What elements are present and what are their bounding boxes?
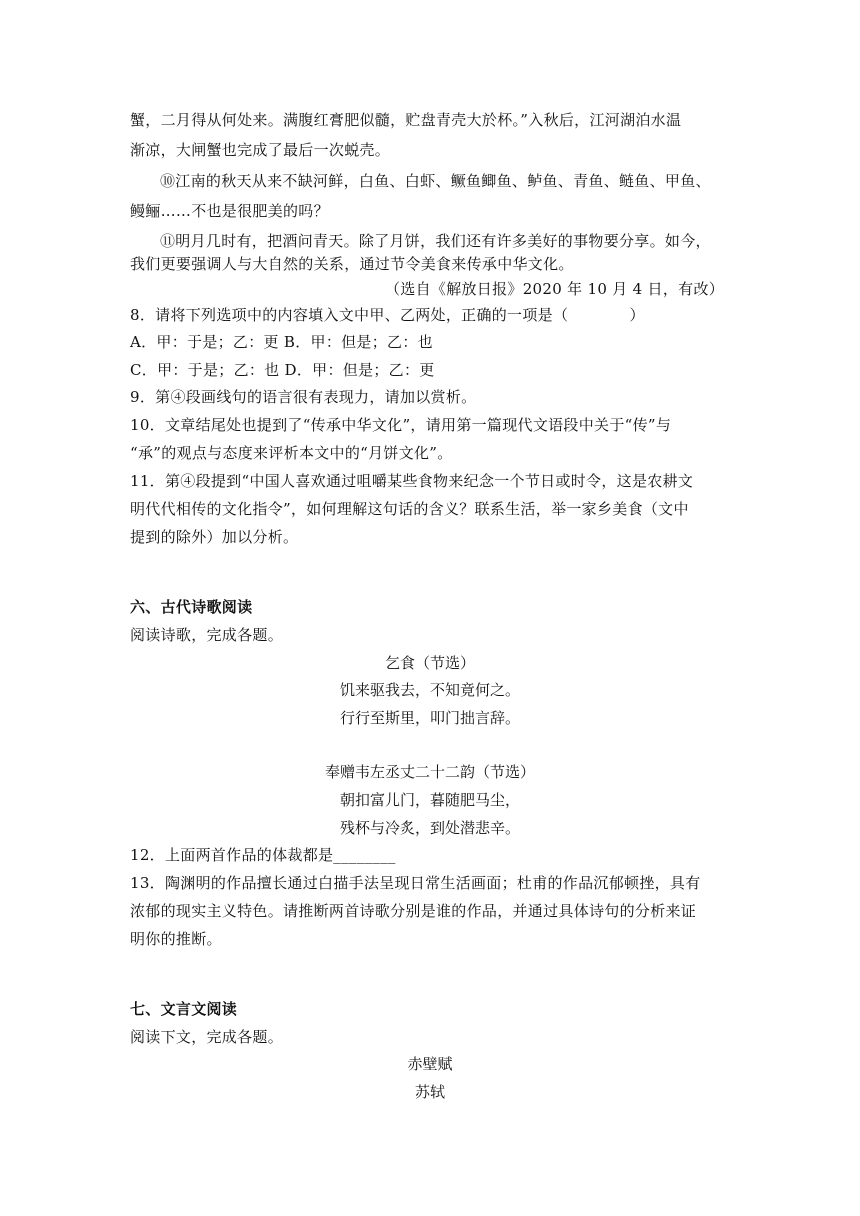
passage-p10-line2: 鳗鲡……不也是很肥美的吗？ [130, 202, 329, 220]
question-11-line3: 提到的除外）加以分析。 [130, 528, 299, 546]
question-10-line2: “承”的观点与态度来评析本文中的“月饼文化”。 [130, 444, 453, 462]
poem2-line1: 朝扣富儿门，暮随肥马尘， [339, 791, 520, 809]
question-13-line1: 13．陶渊明的作品擅长通过白描手法呈现日常生活画面；杜甫的作品沉郁顿挫，具有 [130, 874, 701, 892]
passage-p9-line1: 蟹，二月得从何处来。满腹红膏肥似髓，贮盘青壳大於杯。”入秋后，江河湖泊水温 [130, 111, 682, 129]
poem2-title: 奉赠韦左丞丈二十二韵（节选） [324, 763, 535, 781]
question-12: 12．上面两首作品的体裁都是________ [130, 846, 396, 864]
poem1-line2: 行行至斯里，叩门拙言辞。 [339, 709, 520, 727]
question-9: 9．第④段画线句的语言很有表现力，请加以赏析。 [130, 388, 477, 406]
question-11-line1: 11．第④段提到“中国人喜欢通过咀嚼某些食物来纪念一个节日或时令，这是农耕文 [130, 472, 694, 490]
section6-intro: 阅读诗歌，完成各题。 [130, 626, 284, 644]
section6-heading: 六、古代诗歌阅读 [130, 598, 253, 616]
passage-p11-line1: ⑪明月几时有，把酒问青天。除了月饼，我们还有许多美好的事物要分享。如今， [160, 232, 711, 250]
question-13-line3: 明你的推断。 [130, 930, 222, 948]
question-10-line1: 10．文章结尾处也提到了“传承中华文化”，请用第一篇现代文语段中关于“传”与 [130, 416, 672, 434]
section7-intro: 阅读下文，完成各题。 [130, 1028, 284, 1046]
poem2-line2: 残杯与冷炙，到处潜悲辛。 [339, 819, 520, 837]
question-8: 8．请将下列选项中的内容填入文中甲、乙两处，正确的一项是（ ） [130, 306, 645, 324]
question-8-options-cd: C．甲：于是；乙：也 D．甲：但是；乙：更 [130, 361, 435, 379]
question-11-line2: 明代代相传的文化指令”，如何理解这句话的含义？联系生活，举一家乡美食（文中 [130, 500, 689, 518]
passage-p10-line1: ⑩江南的秋天从来不缺河鲜，白鱼、白虾、鳜鱼鲫鱼、鲈鱼、青鱼、鲢鱼、甲鱼、 [160, 172, 711, 190]
poem1-line1: 饥来驱我去，不知竟何之。 [339, 681, 520, 699]
prose-title: 赤壁赋 [407, 1055, 453, 1073]
passage-source: （选自《解放日报》2020 年 10 月 4 日，有改） [385, 280, 725, 298]
poem1-title: 乞食（节选） [384, 654, 475, 672]
passage-p11-line2: 我们更要强调人与大自然的关系，通过节令美食来传承中华文化。 [130, 255, 574, 273]
question-8-options-ab: A．甲：于是；乙：更 B．甲：但是；乙：也 [130, 333, 433, 351]
passage-p9-line2: 渐凉，大闸蟹也完成了最后一次蜕壳。 [130, 141, 391, 159]
section7-heading: 七、文言文阅读 [130, 1000, 238, 1018]
prose-author: 苏轼 [414, 1083, 445, 1101]
question-13-line2: 浓郁的现实主义特色。请推断两首诗歌分别是谁的作品，并通过具体诗句的分析来证 [130, 902, 697, 920]
